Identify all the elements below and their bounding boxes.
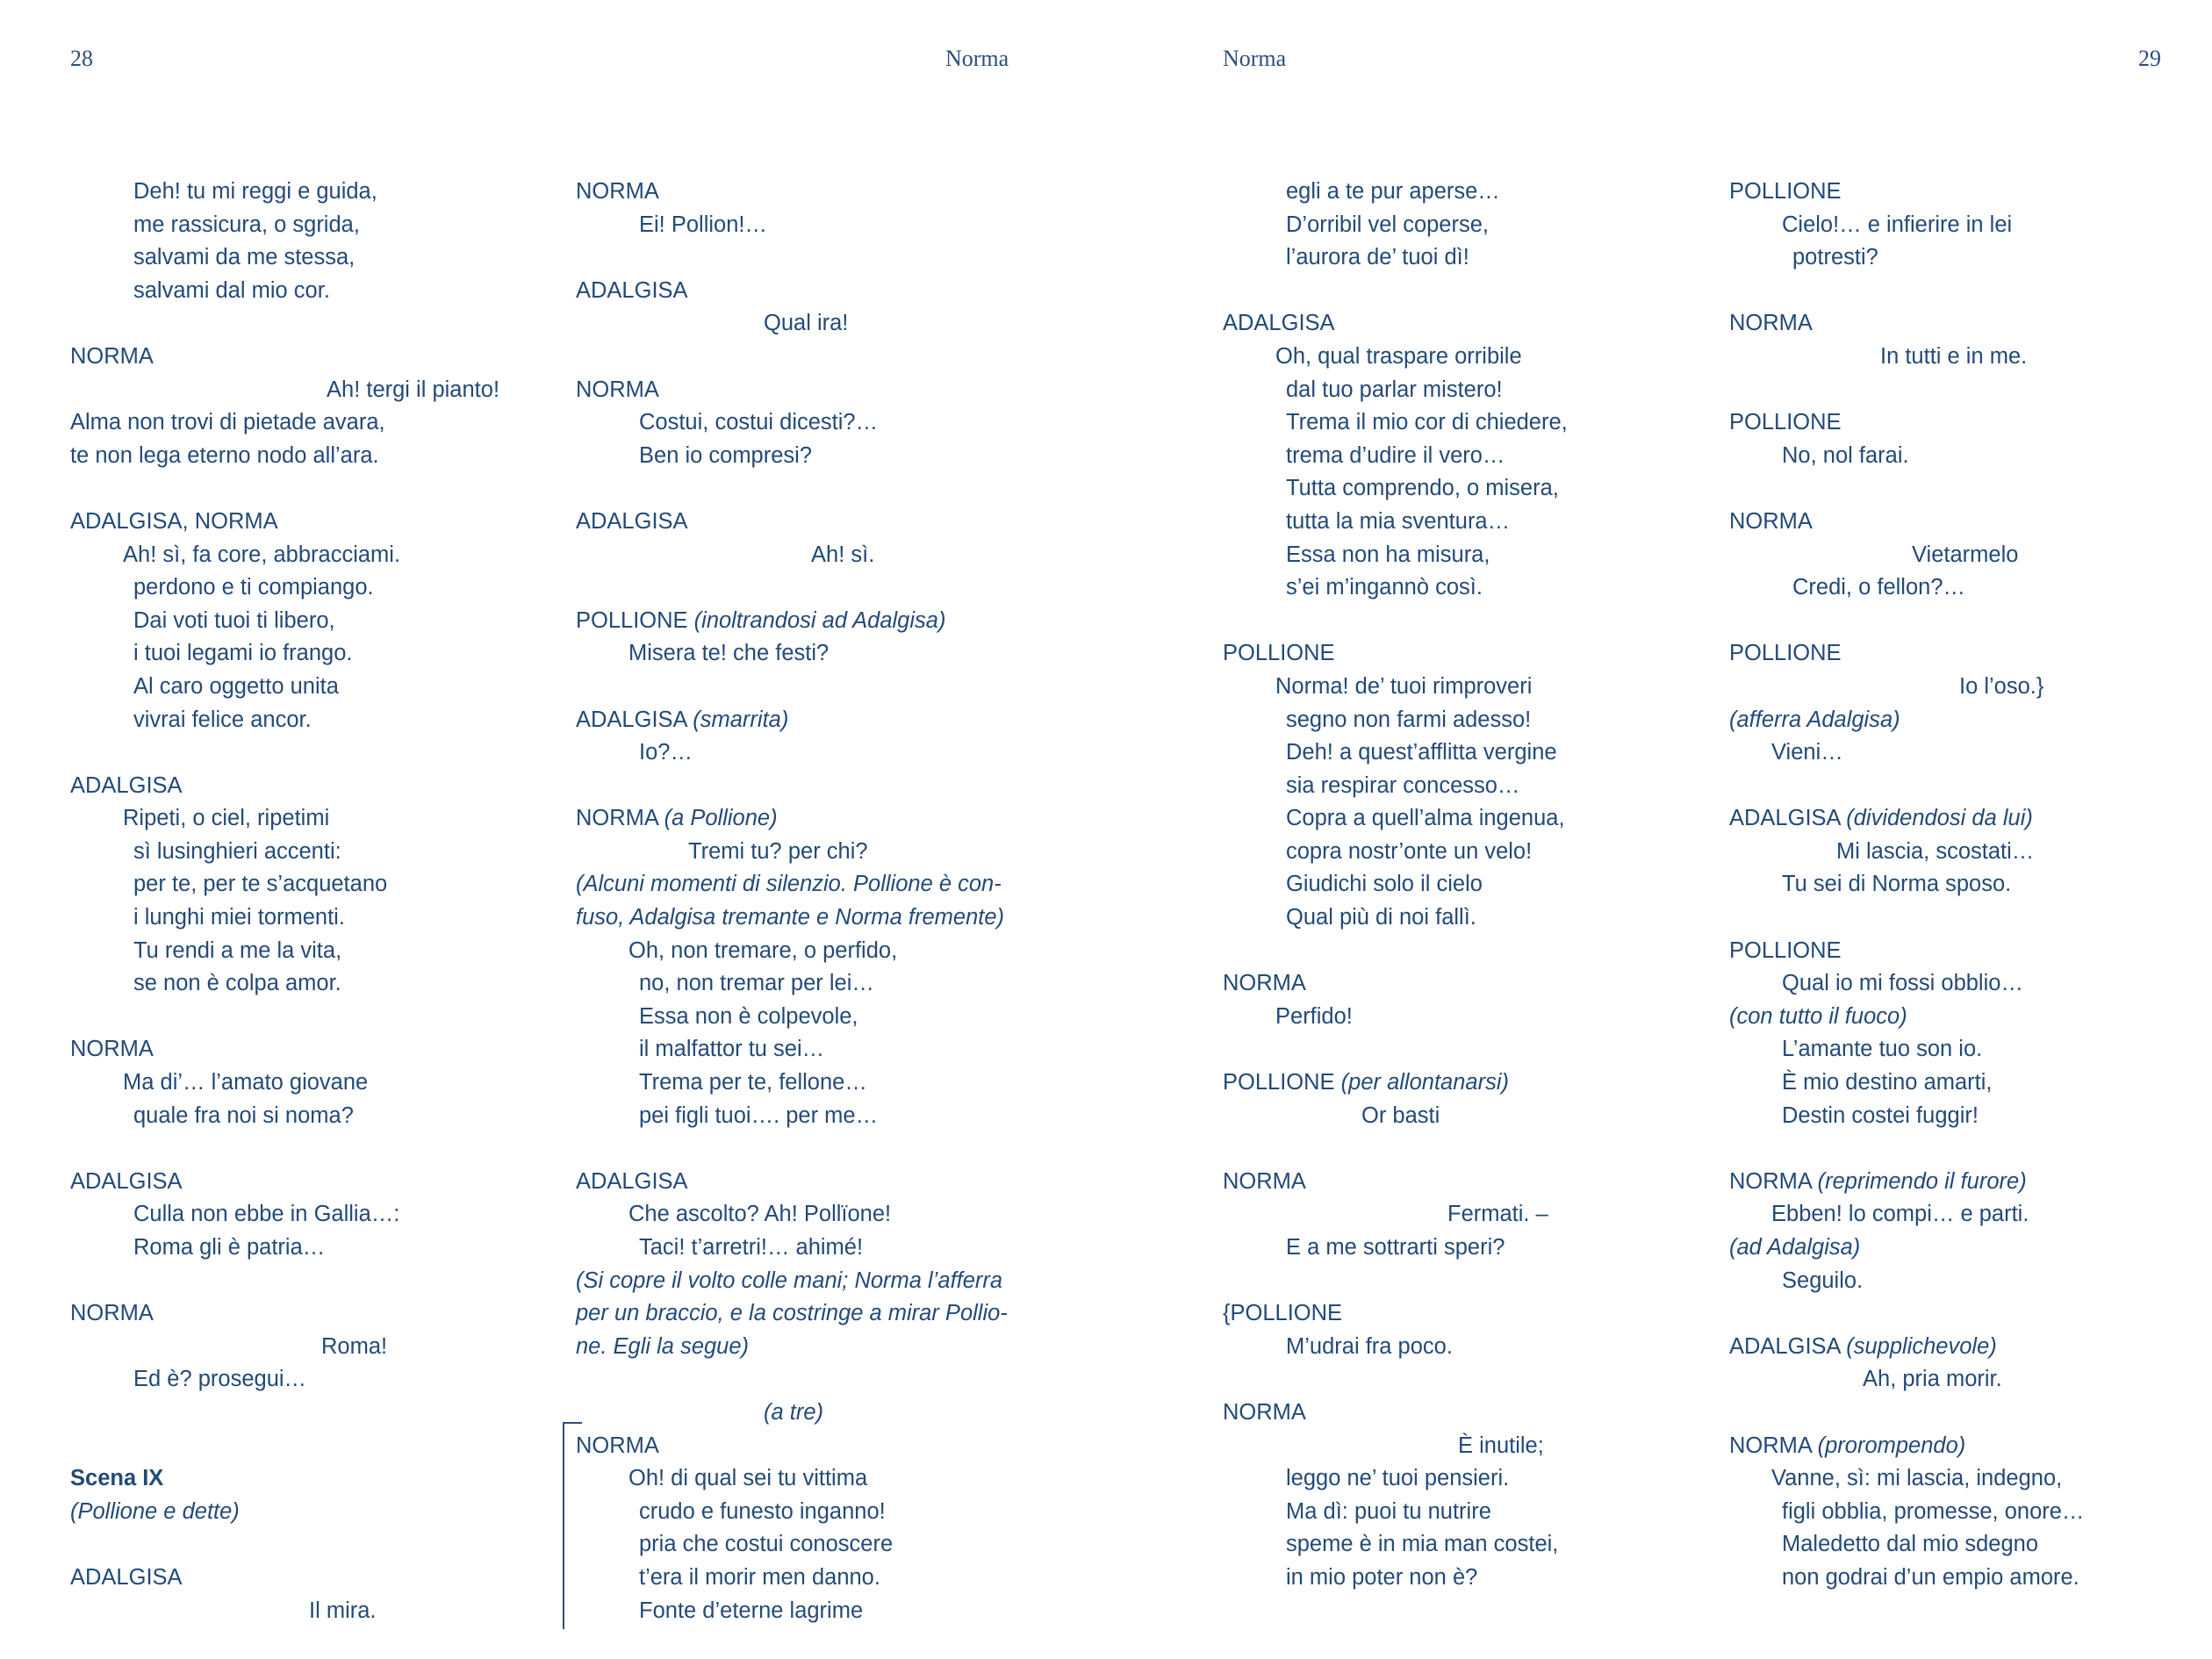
verse-line: E a me sottrarti speri? bbox=[1286, 1235, 1505, 1260]
speaker-heading bbox=[576, 275, 1050, 308]
speaker-heading bbox=[1223, 307, 1697, 341]
speaker-name: {POLLIONE bbox=[1223, 1301, 1343, 1326]
verse-line: È inutile; bbox=[1458, 1433, 1544, 1458]
stage-direction: (reprimendo il furore) bbox=[1817, 1168, 2027, 1194]
verse-line: s’ei m’ingannò così. bbox=[1286, 575, 1483, 600]
text-column-3 bbox=[1223, 176, 1697, 1595]
right-running-title: Norma bbox=[1223, 46, 1287, 71]
verse-line: Tutta comprendo, o misera, bbox=[1286, 476, 1559, 501]
verse-line: Ah! tergi il pianto! bbox=[327, 377, 500, 402]
ensemble-bracket bbox=[563, 1422, 582, 1629]
verse-line: Culla non ebbe in Gallia…: bbox=[133, 1202, 400, 1227]
speaker-name: NORMA bbox=[1729, 1168, 1812, 1194]
verse-line: Credi, o fellon?… bbox=[1792, 575, 1966, 600]
speaker-name: NORMA bbox=[70, 1301, 154, 1326]
verse-line: Oh! di qual sei tu vittima bbox=[628, 1466, 868, 1491]
stage-direction: (smarrita) bbox=[693, 707, 789, 732]
verse-line: Fonte d’eterne lagrime bbox=[639, 1598, 864, 1623]
speaker-name: ADALGISA bbox=[576, 707, 687, 732]
left-running-title: Norma bbox=[945, 46, 1009, 71]
speaker-heading bbox=[576, 176, 1050, 209]
scene-heading: Scena IX bbox=[70, 1466, 164, 1491]
speaker-name: NORMA bbox=[576, 1433, 659, 1458]
stage-direction: (Alcuni momenti di silenzio. Pollione è con- bbox=[576, 872, 1002, 897]
speaker-name: ADALGISA bbox=[70, 1168, 183, 1194]
verse-line: Perfido! bbox=[1275, 1003, 1353, 1029]
stage-direction: (prorompendo) bbox=[1817, 1433, 1966, 1458]
verse-line: Costui, costui dicesti?… bbox=[639, 410, 879, 435]
verse-line: Ripeti, o ciel, ripetimi bbox=[123, 806, 330, 831]
blank-line bbox=[70, 1430, 544, 1463]
speaker-name: NORMA bbox=[576, 377, 659, 402]
speaker-heading bbox=[1729, 1166, 2203, 1199]
verse-line: Ebben! lo compi… e parti. bbox=[1771, 1202, 2029, 1227]
verse-line: speme è in mia man costei, bbox=[1286, 1532, 1559, 1557]
verse-line: Ben io compresi? bbox=[639, 442, 813, 468]
verse-line: Oh, non tremare, o perfido, bbox=[628, 937, 898, 963]
speaker-name: NORMA bbox=[1223, 971, 1306, 996]
blank-line bbox=[1729, 901, 2203, 935]
verse-line: Vanne, sì: mi lascia, indegno, bbox=[1771, 1466, 2063, 1491]
text-column-1 bbox=[70, 176, 544, 1627]
blank-line bbox=[1729, 1297, 2203, 1331]
speaker-name: NORMA bbox=[70, 1037, 154, 1062]
speaker-name: NORMA bbox=[576, 806, 658, 831]
speaker-name: POLLIONE bbox=[1223, 641, 1335, 666]
blank-line bbox=[576, 1363, 1050, 1397]
speaker-name: ADALGISA bbox=[1729, 806, 1841, 831]
verse-line: Essa non è colpevole, bbox=[639, 1003, 858, 1029]
speaker-heading bbox=[1223, 1397, 1697, 1430]
blank-line bbox=[576, 1132, 1050, 1166]
verse-line: Ah, pria morir. bbox=[1863, 1367, 2002, 1392]
blank-line bbox=[70, 1265, 544, 1298]
verse-line: Al caro oggetto unita bbox=[133, 673, 339, 699]
verse-line: salvami dal mio cor. bbox=[133, 277, 330, 303]
speaker-heading bbox=[1729, 637, 2203, 671]
speaker-name: POLLIONE bbox=[1729, 641, 1842, 666]
stage-direction: (per allontanarsi) bbox=[1340, 1070, 1509, 1095]
speaker-heading bbox=[576, 374, 1050, 407]
right-page-number: 29 bbox=[2138, 46, 2161, 71]
verse-line: M’udrai fra poco. bbox=[1286, 1333, 1453, 1359]
speaker-heading bbox=[70, 1562, 544, 1595]
verse-line: tutta la mia sventura… bbox=[1286, 508, 1511, 534]
verse-line: Vietarmelo bbox=[1912, 542, 2019, 567]
blank-line bbox=[1223, 275, 1697, 308]
speaker-heading bbox=[576, 704, 1050, 737]
speaker-name: ADALGISA bbox=[576, 277, 688, 303]
verse-line: crudo e funesto inganno! bbox=[639, 1498, 886, 1524]
speaker-heading bbox=[1729, 506, 2203, 539]
verse-line: dal tuo parlar mistero! bbox=[1286, 377, 1503, 402]
speaker-heading bbox=[1729, 935, 2203, 968]
verse-line: egli a te pur aperse… bbox=[1286, 179, 1500, 204]
verse-line: leggo ne’ tuoi pensieri. bbox=[1286, 1466, 1510, 1491]
blank-line bbox=[70, 472, 544, 506]
blank-line bbox=[1729, 1397, 2203, 1430]
verse-line: Qual più di noi fallì. bbox=[1286, 905, 1476, 930]
verse-line: Dai voti tuoi ti libero, bbox=[133, 607, 335, 633]
verse-line: D’orribil vel coperse, bbox=[1286, 212, 1489, 237]
verse-line: Tremi tu? per chi? bbox=[688, 838, 868, 864]
verse-line: t’era il morir men danno. bbox=[639, 1564, 880, 1590]
speaker-heading bbox=[70, 1166, 544, 1199]
verse-line: Che ascolto? Ah! Pollïone! bbox=[628, 1202, 892, 1227]
verse-line: i lunghi miei tormenti. bbox=[133, 905, 345, 930]
verse-line: Roma! bbox=[321, 1333, 388, 1359]
stage-direction: (a tre) bbox=[764, 1399, 824, 1425]
speaker-heading bbox=[70, 341, 544, 374]
blank-line bbox=[1223, 935, 1697, 968]
verse-line: copra nostr’onte un velo! bbox=[1286, 838, 1533, 864]
speaker-heading bbox=[576, 1166, 1050, 1199]
verse-line: Trema il mio cor di chiedere, bbox=[1286, 410, 1568, 435]
blank-line bbox=[1223, 605, 1697, 638]
verse-line: salvami da me stessa, bbox=[133, 245, 356, 270]
verse-line: Ah! sì, fa core, abbracciami. bbox=[123, 542, 401, 567]
verse-line: Fermati. – bbox=[1447, 1202, 1548, 1227]
verse-line: vivrai felice ancor. bbox=[133, 707, 312, 732]
verse-line: L’amante tuo son io. bbox=[1782, 1037, 1983, 1062]
verse-line: non godrai d’un empio amore. bbox=[1782, 1564, 2079, 1590]
speaker-heading bbox=[1729, 176, 2203, 209]
verse-line: Deh! a quest’afflitta vergine bbox=[1286, 740, 1557, 765]
speaker-heading bbox=[1223, 967, 1697, 1001]
blank-line bbox=[70, 736, 544, 770]
verse-line: i tuoi legami io frango. bbox=[133, 641, 353, 666]
verse-line: segno non farmi adesso! bbox=[1286, 707, 1532, 732]
blank-line bbox=[1223, 1265, 1697, 1298]
verse-line: pria che costui conoscere bbox=[639, 1532, 894, 1557]
blank-line bbox=[1223, 1132, 1697, 1166]
speaker-heading bbox=[70, 1033, 544, 1066]
speaker-name: POLLIONE bbox=[1729, 410, 1842, 435]
verse-line: Maledetto dal mio sdegno bbox=[1782, 1532, 2039, 1557]
speaker-heading bbox=[1223, 1166, 1697, 1199]
stage-direction: fuso, Adalgisa tremante e Norma fremente) bbox=[576, 905, 1005, 930]
verse-line: Oh, qual traspare orribile bbox=[1275, 343, 1522, 369]
speaker-heading bbox=[1223, 637, 1697, 671]
speaker-name: ADALGISA bbox=[70, 1564, 183, 1590]
speaker-heading bbox=[576, 802, 1050, 836]
verse-line: figli obblia, promesse, onore… bbox=[1782, 1498, 2085, 1524]
blank-line bbox=[576, 472, 1050, 506]
verse-line: Giudichi solo il cielo bbox=[1286, 872, 1483, 897]
stage-direction: ne. Egli la segue) bbox=[576, 1333, 750, 1359]
blank-line bbox=[70, 307, 544, 341]
speaker-heading bbox=[1729, 1331, 2203, 1364]
speaker-heading bbox=[1729, 406, 2203, 440]
verse-line: Tu rendi a me la vita, bbox=[133, 937, 342, 963]
speaker-heading bbox=[70, 506, 544, 539]
verse-line: me rassicura, o sgrida, bbox=[133, 212, 360, 237]
verse-line: l’aurora de’ tuoi dì! bbox=[1286, 245, 1469, 270]
blank-line bbox=[1729, 472, 2203, 506]
speaker-name: NORMA bbox=[70, 343, 154, 369]
verse-line: Mi lascia, scostati… bbox=[1836, 838, 2035, 864]
speaker-heading bbox=[576, 506, 1050, 539]
speaker-heading bbox=[70, 1297, 544, 1331]
verse-line: il malfattor tu sei… bbox=[639, 1037, 825, 1062]
speaker-heading bbox=[1729, 802, 2203, 836]
verse-line: Il mira. bbox=[309, 1598, 377, 1623]
speaker-name: ADALGISA bbox=[70, 772, 183, 798]
blank-line bbox=[1223, 1363, 1697, 1397]
verse-line: È mio destino amarti, bbox=[1782, 1070, 1993, 1095]
speaker-name: POLLIONE bbox=[576, 607, 688, 633]
blank-line bbox=[1729, 275, 2203, 308]
speaker-name: NORMA bbox=[1729, 508, 1813, 534]
speaker-name: ADALGISA bbox=[1729, 1333, 1841, 1359]
speaker-heading bbox=[1223, 1066, 1697, 1100]
speaker-name: POLLIONE bbox=[1729, 937, 1842, 963]
speaker-name: NORMA bbox=[1729, 311, 1813, 336]
verse-line: Ma di’… l’amato giovane bbox=[123, 1070, 369, 1095]
stage-direction: (Si copre il volto colle mani; Norma l’afferra bbox=[576, 1268, 1003, 1293]
verse-line: pei figli tuoi…. per me… bbox=[639, 1102, 879, 1128]
verse-line: Taci! t’arretri!… ahimé! bbox=[639, 1235, 864, 1260]
speaker-heading bbox=[1729, 307, 2203, 341]
blank-line bbox=[70, 1528, 544, 1562]
speaker-heading bbox=[576, 1430, 1050, 1463]
verse-line: Or basti bbox=[1361, 1102, 1440, 1128]
blank-line bbox=[1729, 374, 2203, 407]
verse-line: potresti? bbox=[1792, 245, 1878, 270]
blank-line bbox=[576, 770, 1050, 803]
verse-line: te non lega eterno nodo all’ara. bbox=[70, 442, 379, 468]
verse-line: Deh! tu mi reggi e guida, bbox=[133, 179, 377, 204]
verse-line: perdono e ti compiango. bbox=[133, 575, 374, 600]
speaker-heading bbox=[1223, 1297, 1697, 1331]
speaker-heading bbox=[576, 605, 1050, 638]
verse-line: Copra a quell’alma ingenua, bbox=[1286, 806, 1565, 831]
verse-line: Trema per te, fellone… bbox=[639, 1070, 867, 1095]
speaker-name: ADALGISA bbox=[576, 1168, 688, 1194]
stage-direction: (ad Adalgisa) bbox=[1729, 1235, 1861, 1260]
stage-direction: (a Pollione) bbox=[664, 806, 778, 831]
verse-line: Ah! sì. bbox=[811, 542, 875, 567]
verse-line: Ei! Pollion!… bbox=[639, 212, 767, 237]
stage-direction: (con tutto il fuoco) bbox=[1729, 1003, 1907, 1029]
speaker-name: ADALGISA bbox=[576, 508, 688, 534]
verse-line: Vieni… bbox=[1771, 740, 1843, 765]
stage-direction: (supplichevole) bbox=[1846, 1333, 1997, 1359]
speaker-name: POLLIONE bbox=[1729, 179, 1842, 204]
verse-line: Destin costei fuggir! bbox=[1782, 1102, 1979, 1128]
verse-line: Ed è? prosegui… bbox=[133, 1367, 307, 1392]
blank-line bbox=[1729, 1132, 2203, 1166]
blank-line bbox=[576, 341, 1050, 374]
blank-line bbox=[576, 571, 1050, 605]
verse-line: Io l’oso.} bbox=[1959, 673, 2044, 699]
stage-direction: (inoltrandosi ad Adalgisa) bbox=[693, 607, 946, 633]
speaker-name: NORMA bbox=[576, 179, 659, 204]
verse-line: Norma! de’ tuoi rimproveri bbox=[1275, 673, 1533, 699]
verse-line: Cielo!… e infierire in lei bbox=[1782, 212, 2013, 237]
verse-line: Roma gli è patria… bbox=[133, 1235, 326, 1260]
verse-line: no, non tremar per lei… bbox=[639, 971, 874, 996]
text-column-4 bbox=[1729, 176, 2203, 1595]
blank-line bbox=[576, 241, 1050, 275]
verse-line: quale fra noi si noma? bbox=[133, 1102, 354, 1128]
left-page-number: 28 bbox=[70, 46, 93, 71]
speaker-name: NORMA bbox=[1223, 1168, 1306, 1194]
verse-line: sia respirar concesso… bbox=[1286, 772, 1520, 798]
verse-line: trema d’udire il vero… bbox=[1286, 442, 1505, 468]
verse-line: sì lusinghieri accenti: bbox=[133, 838, 341, 864]
blank-line bbox=[576, 671, 1050, 704]
verse-line: Seguilo. bbox=[1782, 1268, 1864, 1293]
speaker-heading bbox=[1729, 1430, 2203, 1463]
verse-line: In tutti e in me. bbox=[1880, 343, 2028, 369]
speaker-name: ADALGISA, NORMA bbox=[70, 508, 278, 534]
verse-line: se non è colpa amor. bbox=[133, 971, 341, 996]
text-column-2 bbox=[576, 176, 1050, 1627]
blank-line bbox=[70, 1397, 544, 1430]
verse-line: Ma dì: puoi tu nutrire bbox=[1286, 1498, 1491, 1524]
verse-line: per te, per te s’acquetano bbox=[133, 872, 388, 897]
verse-line: Alma non trovi di pietade avara, bbox=[70, 410, 385, 435]
verse-line: No, nol farai. bbox=[1782, 442, 1909, 468]
verse-line: Io?… bbox=[639, 740, 693, 765]
blank-line bbox=[70, 1001, 544, 1034]
speaker-name: NORMA bbox=[1729, 1433, 1812, 1458]
stage-direction: (Pollione e dette) bbox=[70, 1498, 240, 1524]
verse-line: Tu sei di Norma sposo. bbox=[1782, 872, 2012, 897]
speaker-heading bbox=[70, 770, 544, 803]
verse-line: in mio poter non è? bbox=[1286, 1564, 1478, 1590]
blank-line bbox=[1729, 770, 2203, 803]
speaker-name: POLLIONE bbox=[1223, 1070, 1335, 1095]
speaker-name: NORMA bbox=[1223, 1399, 1306, 1425]
blank-line bbox=[1223, 1033, 1697, 1066]
stage-direction: (afferra Adalgisa) bbox=[1729, 707, 1900, 732]
blank-line bbox=[1729, 605, 2203, 638]
verse-line: Misera te! che festi? bbox=[628, 641, 830, 666]
blank-line bbox=[70, 1132, 544, 1166]
verse-line: Qual ira! bbox=[764, 311, 849, 336]
stage-direction: (dividendosi da lui) bbox=[1846, 806, 2033, 831]
speaker-name: ADALGISA bbox=[1223, 311, 1335, 336]
verse-line: Qual io mi fossi obblio… bbox=[1782, 971, 2023, 996]
stage-direction: per un braccio, e la costringe a mirar Pollio- bbox=[576, 1301, 1008, 1326]
verse-line: Essa non ha misura, bbox=[1286, 542, 1490, 567]
